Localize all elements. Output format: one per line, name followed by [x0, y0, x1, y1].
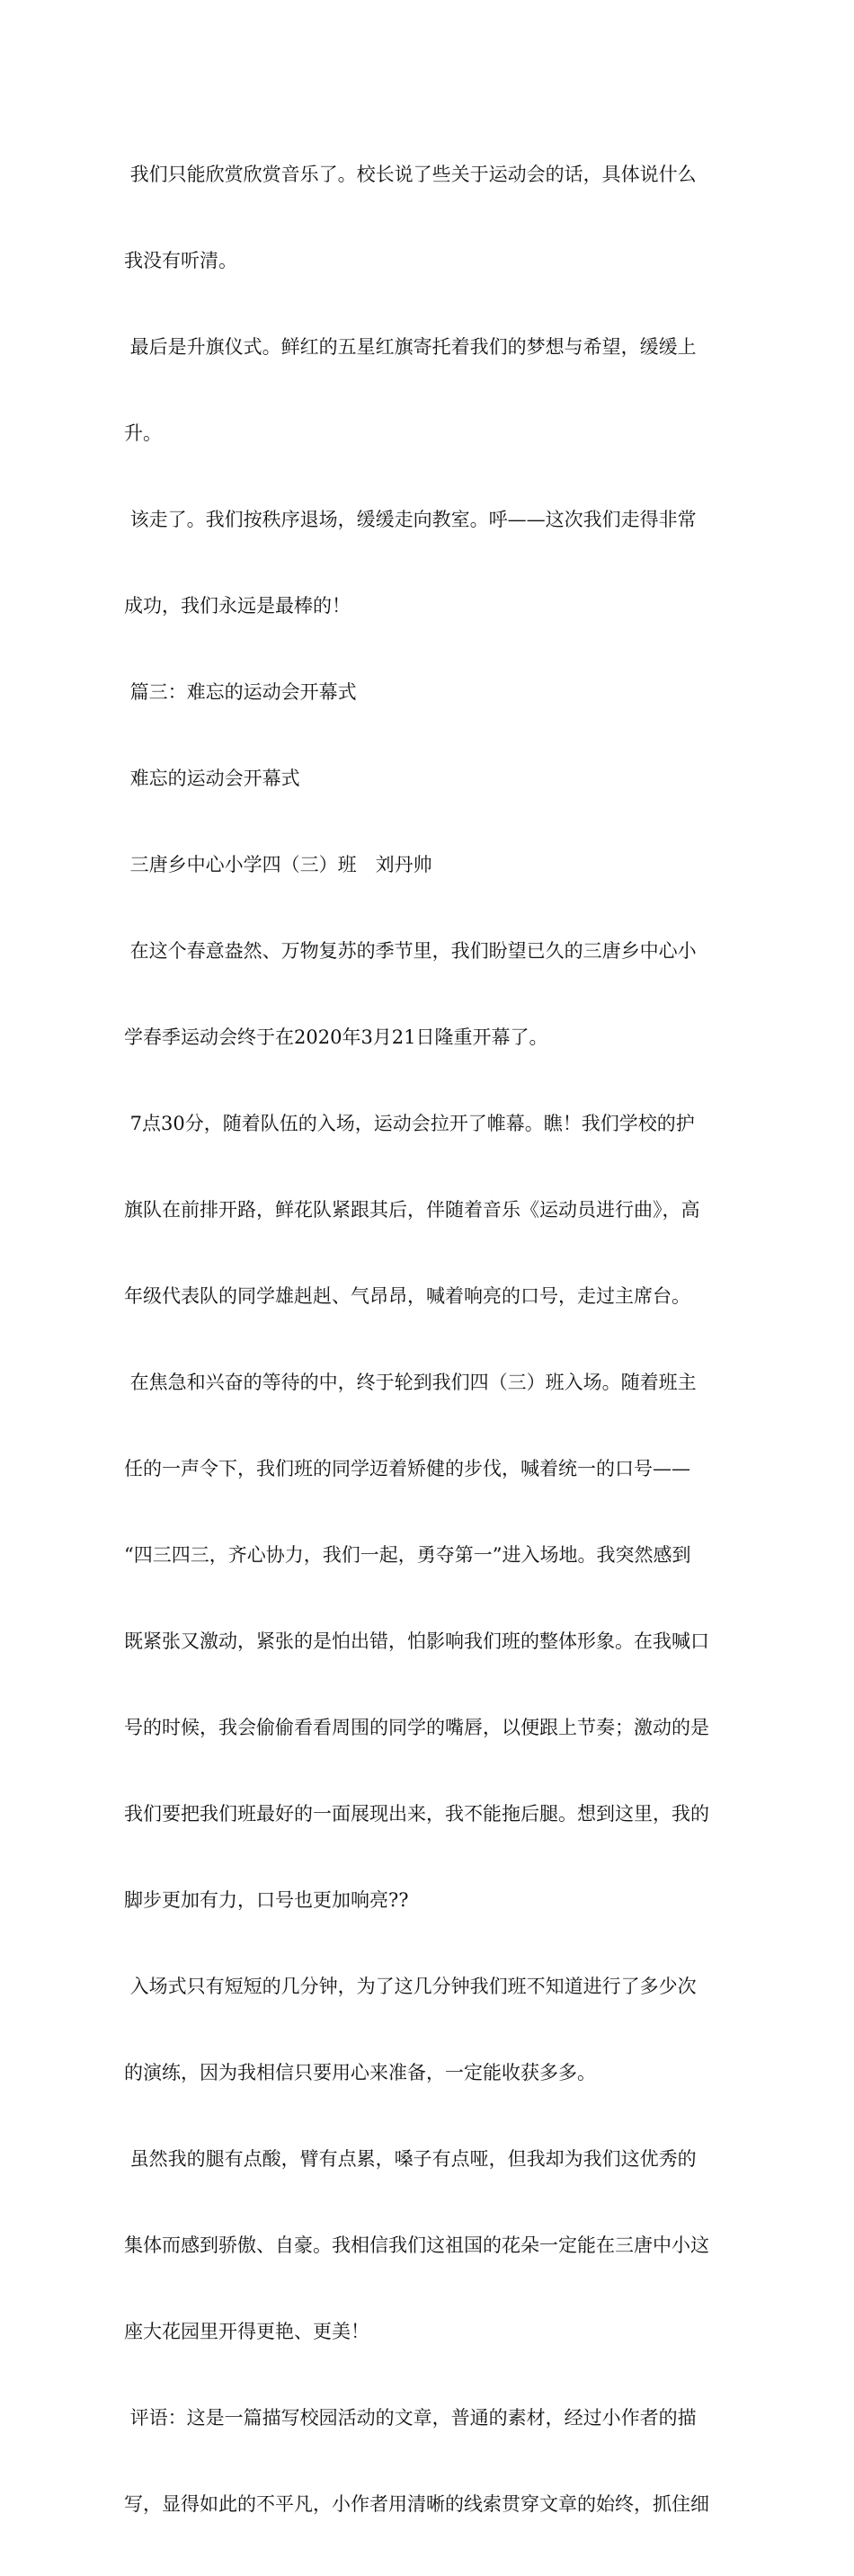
- text-line: 脚步更加有力，口号也更加响亮??: [124, 1889, 409, 1911]
- section-heading: 篇三：难忘的运动会开幕式: [124, 681, 357, 703]
- text-line: 虽然我的腿有点酸，臂有点累，嗓子有点哑，但我却为我们这优秀的: [124, 2148, 697, 2170]
- comment-line: 写，显得如此的不平凡，小作者用清晰的线索贯穿文章的始终，抓住细: [124, 2493, 709, 2515]
- text-line: 集体而感到骄傲、自豪。我相信我们这祖国的花朵一定能在三唐中小这: [124, 2234, 709, 2256]
- comment-line: 评语：这是一篇描写校园活动的文章，普通的素材，经过小作者的描: [124, 2407, 697, 2429]
- text-line: 我们只能欣赏欣赏音乐了。校长说了些关于运动会的话，具体说什么: [124, 164, 697, 185]
- text-line: 我没有听清。: [124, 250, 237, 271]
- text-line: 号的时候，我会偷偷看看周围的同学的嘴唇，以便跟上节奏；激动的是: [124, 1717, 709, 1738]
- text-line: 年级代表队的同学雄赳赳、气昂昂，喊着响亮的口号，走过主席台。: [124, 1285, 690, 1307]
- text-line: 该走了。我们按秩序退场，缓缓走向教室。呼——这次我们走得非常: [124, 509, 697, 530]
- text-line: 7点30分，随着队伍的入场，运动会拉开了帷幕。瞧！我们学校的护: [124, 1113, 695, 1134]
- text-line: 在焦急和兴奋的等待的中，终于轮到我们四（三）班入场。随着班主: [124, 1372, 697, 1393]
- text-line: 座大花园里开得更艳、更美！: [124, 2321, 369, 2342]
- text-line: 学春季运动会终于在2020年3月21日隆重开幕了。: [124, 1026, 548, 1048]
- text-line: 升。: [124, 422, 162, 444]
- text-line: 最后是升旗仪式。鲜红的五星红旗寄托着我们的梦想与希望，缓缓上: [124, 336, 697, 358]
- text-line: 入场式只有短短的几分钟，为了这几分钟我们班不知道进行了多少次: [124, 1976, 697, 1997]
- text-line: 旗队在前排开路，鲜花队紧跟其后，伴随着音乐《运动员进行曲》，高: [124, 1199, 700, 1221]
- author-line: 三唐乡中心小学四（三）班 刘丹帅: [124, 854, 432, 875]
- text-line: 的演练，因为我相信只要用心来准备，一定能收获多多。: [124, 2062, 596, 2083]
- text-line: “四三四三，齐心协力，我们一起，勇夺第一”进入场地。我突然感到: [124, 1544, 691, 1566]
- text-line: 在这个春意盎然、万物复苏的季节里，我们盼望已久的三唐乡中心小: [124, 940, 697, 962]
- document-body: [124, 102, 735, 2576]
- article-title: 难忘的运动会开幕式: [124, 768, 300, 789]
- text-line: 成功，我们永远是最棒的！: [124, 595, 351, 617]
- text-line: 我们要把我们班最好的一面展现出来，我不能拖后腿。想到这里，我的: [124, 1803, 709, 1825]
- text-line: 任的一声令下，我们班的同学迈着矫健的步伐，喊着统一的口号——: [124, 1458, 690, 1479]
- text-line: 既紧张又激动，紧张的是怕出错，怕影响我们班的整体形象。在我喊口: [124, 1630, 709, 1652]
